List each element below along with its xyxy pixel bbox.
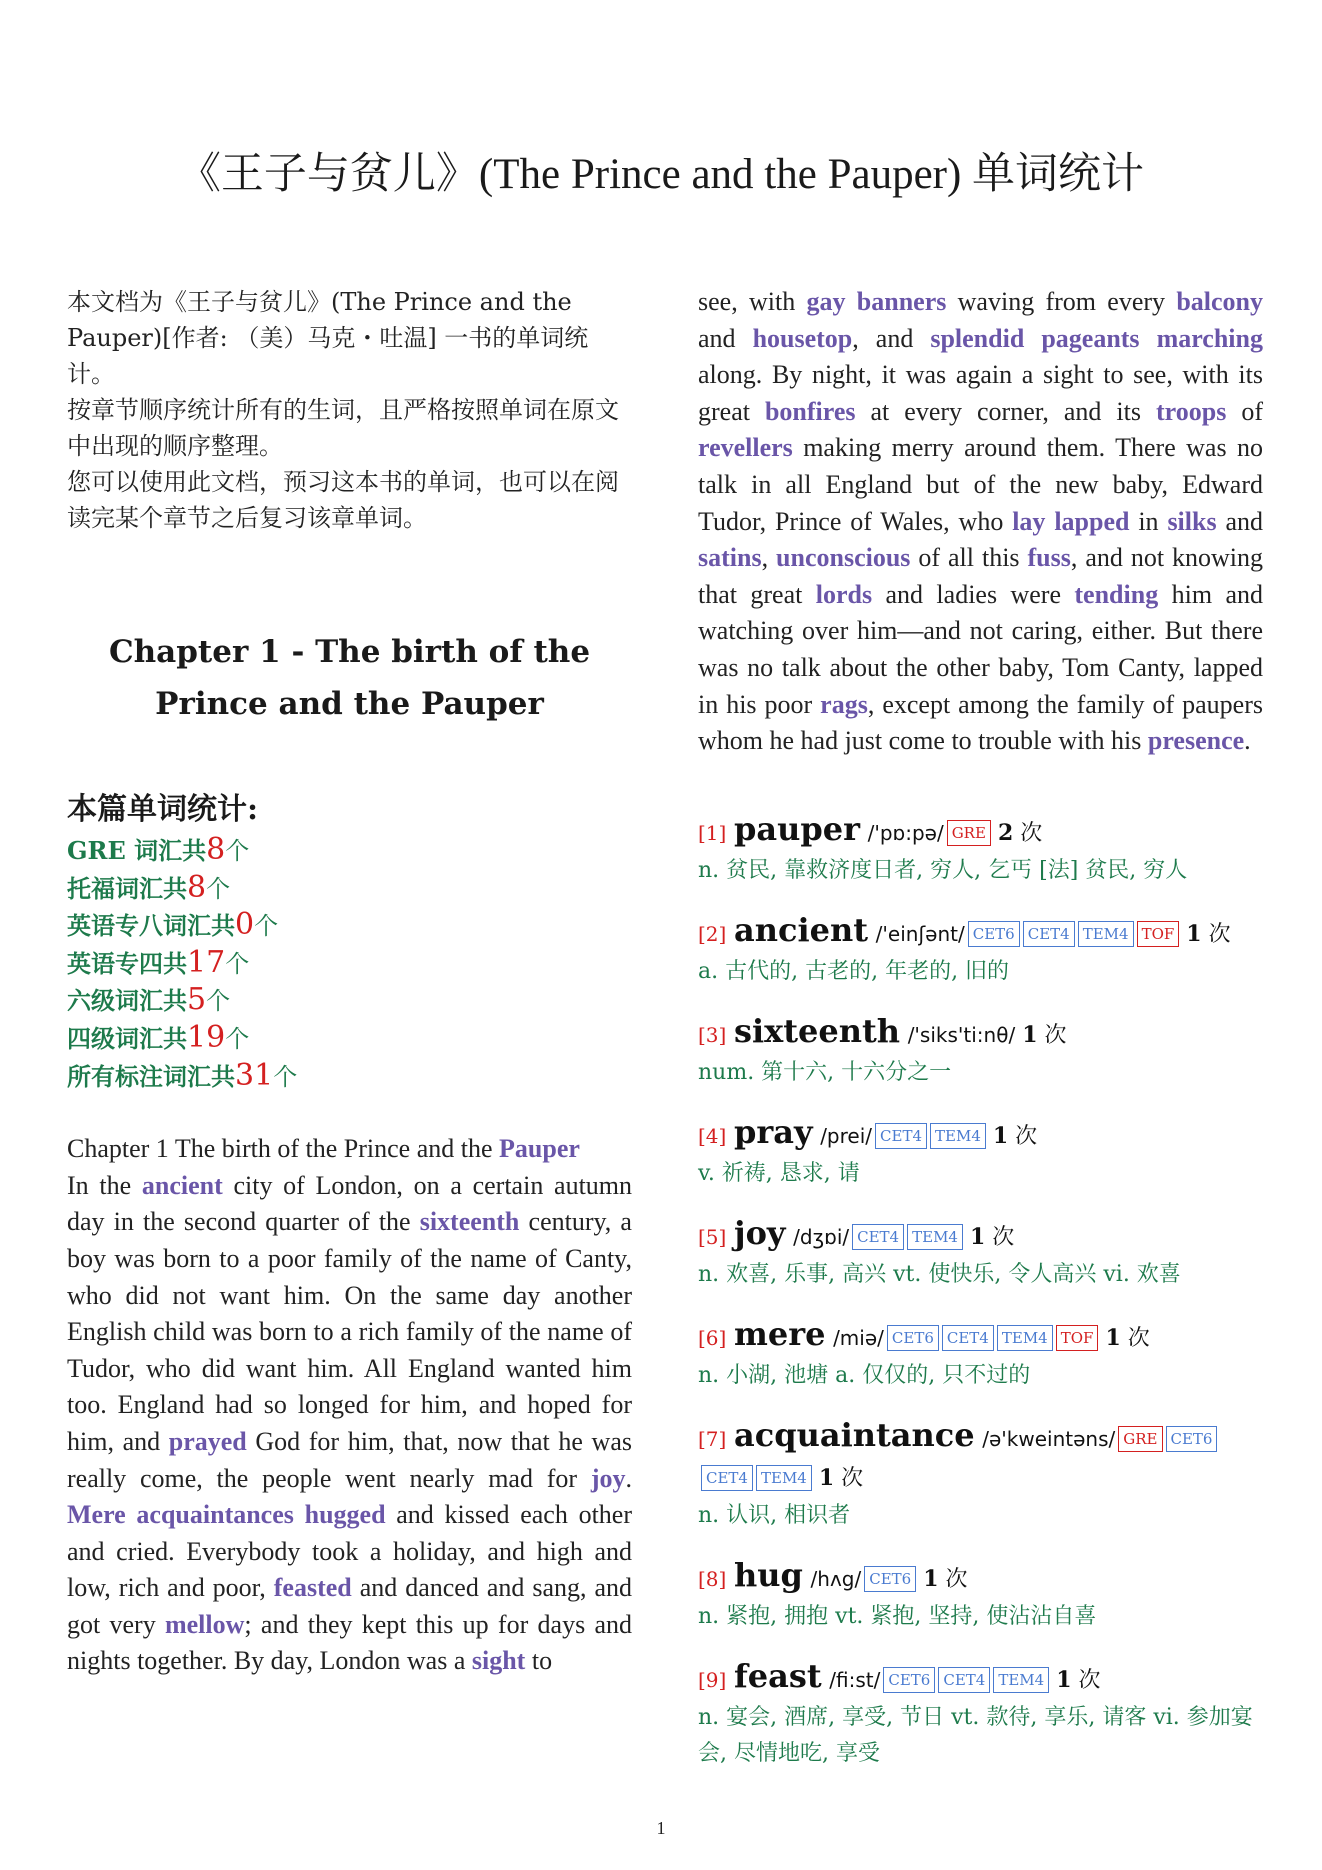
entry-definition: v. 祈祷, 恳求, 请 bbox=[698, 1160, 860, 1186]
entry-count-unit: 次 bbox=[1020, 820, 1043, 846]
vocab-highlight: lapped bbox=[1054, 506, 1130, 536]
exam-tag-badge: CET6 bbox=[968, 921, 1020, 947]
entry-index: [5] bbox=[698, 1224, 727, 1249]
stat-row bbox=[67, 1020, 632, 1058]
entry-header bbox=[698, 1113, 1263, 1156]
vocabulary-list bbox=[698, 810, 1263, 1772]
vocab-highlight: satins bbox=[698, 543, 762, 573]
entry-count-unit: 次 bbox=[1044, 1022, 1067, 1048]
exam-tag-badge: TOF bbox=[1137, 921, 1180, 947]
exam-tag-badge: GRE bbox=[1118, 1426, 1162, 1452]
vocab-highlight: rags bbox=[820, 689, 868, 719]
exam-tag-badge: TEM4 bbox=[756, 1465, 812, 1491]
entry-word: joy bbox=[733, 1213, 786, 1252]
entry-word: mere bbox=[733, 1314, 826, 1353]
exam-tag-badge: CET4 bbox=[938, 1667, 990, 1693]
chapter-heading: Chapter 1 - The birth of the Prince and the Pauper bbox=[108, 634, 591, 722]
exam-tag-badge: CET6 bbox=[887, 1325, 939, 1351]
entry-phonetic: /'einʃənt/ bbox=[875, 921, 965, 946]
stat-row bbox=[67, 870, 632, 908]
entry-count-unit: 次 bbox=[1208, 921, 1231, 947]
exam-tag-badge: CET4 bbox=[852, 1224, 904, 1250]
vocab-highlight: Mere bbox=[67, 1500, 126, 1530]
vocab-entry bbox=[698, 1315, 1263, 1394]
entry-count-unit: 次 bbox=[841, 1465, 864, 1491]
vocab-highlight: pageants bbox=[1041, 323, 1140, 353]
vocab-entry bbox=[698, 1556, 1263, 1635]
entry-word: feast bbox=[733, 1656, 822, 1695]
stat-label: GRE 词汇共 bbox=[67, 836, 207, 865]
entry-count-number: 1 bbox=[969, 1223, 986, 1250]
stat-count: 0 bbox=[235, 907, 255, 943]
entry-header bbox=[698, 1315, 1263, 1358]
entry-count-number: 1 bbox=[923, 1565, 939, 1592]
stat-unit: 个 bbox=[225, 949, 250, 978]
vocab-entry bbox=[698, 1416, 1263, 1534]
entry-count bbox=[1179, 922, 1230, 947]
entry-phonetic: /miə/ bbox=[833, 1325, 884, 1350]
entry-index: [8] bbox=[698, 1566, 727, 1591]
intro-paragraph: 按章节顺序统计所有的生词，且严格按照单词在原文中出现的顺序整理。 bbox=[67, 396, 619, 460]
vocab-entry bbox=[698, 1657, 1263, 1772]
exam-tag-badge: TEM4 bbox=[1078, 921, 1134, 947]
entry-index: [4] bbox=[698, 1123, 727, 1148]
vocab-highlight: unconscious bbox=[776, 543, 911, 573]
stat-label: 英语专四共 bbox=[67, 948, 187, 978]
entry-definition: n. 宴会, 酒席, 享受, 节日 vt. 款待, 享乐, 请客 vi. 参加宴会, 尽情地吃, 享受 bbox=[698, 1704, 1253, 1766]
entry-word: pauper bbox=[733, 809, 860, 848]
stat-count: 5 bbox=[187, 982, 207, 1018]
vocab-highlight: ancient bbox=[141, 1170, 223, 1200]
exam-tag-badge: CET4 bbox=[701, 1465, 753, 1491]
passage-text-left: Chapter 1 The birth of the Prince and the Pauper In the ancient city of London, on a certain autumn day in the second quarter of the sixteenth century, a boy was born to a poor family of the name of Canty, who did not want him. On the same day another English child was born to a rich family of the name of Tudor, who did want him. All England wanted him too. England had so longed for him, and hoped for him, and prayed God for him, that, now that he was really come, the people went nearly mad for joy. Mere acquaintances hugged and kissed each other and cried. Everybody took a holiday, and high and low, rich and poor, feasted and danced and sang, and got very mellow; and they kept this up for days and nights together. By day, London was a sight to bbox=[67, 1134, 633, 1676]
stat-row bbox=[67, 1058, 632, 1096]
entry-phonetic: /dʒɒi/ bbox=[793, 1224, 850, 1249]
entry-header bbox=[698, 810, 1263, 853]
vocab-entry bbox=[698, 1012, 1263, 1091]
entry-header bbox=[698, 1416, 1263, 1498]
entry-index: [3] bbox=[698, 1022, 727, 1047]
entry-count-number: 1 bbox=[992, 1122, 1009, 1149]
exam-tag-badge: CET6 bbox=[883, 1667, 935, 1693]
entry-header bbox=[698, 911, 1263, 954]
entry-count-unit: 次 bbox=[1015, 1123, 1038, 1149]
page-number: 1 bbox=[656, 1818, 666, 1838]
exam-tag-badge: CET6 bbox=[1166, 1426, 1218, 1452]
passage-text-right: see, with gay banners waving from every balcony and housetop, and splendid pageants marching along. By night, it was again a sight to see, with its great bonfires at every corner, and its troops of revellers making merry around them. There was no talk in all England but of the new baby, Edward Tudor, Prince of Wales, who lay lapped in silks and satins, unconscious of all this fuss, and not knowing that great lords and ladies were tending him and watching over him—and not caring, either. But there was no talk about the other baby, Tom Canty, lapped in his poor rags, except among the family of paupers whom he had just come to trouble with his presence. bbox=[698, 287, 1264, 756]
entry-definition: n. 小湖, 池塘 a. 仅仅的, 只不过的 bbox=[698, 1362, 1031, 1388]
entry-index: [9] bbox=[698, 1667, 727, 1692]
vocab-highlight: joy bbox=[590, 1463, 626, 1493]
vocab-highlight: marching bbox=[1156, 323, 1263, 353]
entry-count-number: 1 bbox=[1022, 1021, 1038, 1048]
vocab-highlight: revellers bbox=[698, 433, 793, 463]
vocab-highlight: bonfires bbox=[764, 396, 856, 426]
entry-header bbox=[698, 1657, 1263, 1700]
page-title: 《王子与贫儿》(The Prince and the Pauper) 单词统计 bbox=[177, 151, 1145, 198]
stat-label: 英语专八词汇共 bbox=[67, 911, 235, 941]
entry-index: [7] bbox=[698, 1426, 727, 1451]
vocab-highlight: housetop bbox=[752, 323, 853, 353]
exam-tag-badge: CET6 bbox=[864, 1566, 916, 1592]
entry-count-number: 1 bbox=[818, 1464, 835, 1491]
entry-phonetic: /prei/ bbox=[820, 1123, 873, 1148]
vocab-highlight: balcony bbox=[1176, 287, 1264, 316]
entry-definition: n. 紧抱, 拥抱 vt. 紧抱, 坚持, 使沾沾自喜 bbox=[698, 1603, 1097, 1629]
right-column bbox=[698, 284, 1263, 1794]
entry-header bbox=[698, 1556, 1263, 1599]
exam-tag-badge: CET4 bbox=[875, 1123, 927, 1149]
vocab-highlight: fuss bbox=[1027, 543, 1071, 573]
vocab-highlight: tending bbox=[1074, 579, 1159, 609]
entry-count bbox=[1098, 1326, 1149, 1351]
entry-word: acquaintance bbox=[733, 1415, 975, 1454]
intro-paragraph: 本文档为《王子与贫儿》(The Prince and the Pauper)[作者: （美）马克・吐温] 一书的单词统计。 bbox=[67, 288, 589, 388]
entry-count bbox=[916, 1567, 967, 1592]
stat-row bbox=[67, 832, 632, 870]
stat-row bbox=[67, 982, 632, 1020]
exam-tag-badge: TEM4 bbox=[907, 1224, 963, 1250]
exam-tag-badge: TEM4 bbox=[997, 1325, 1053, 1351]
entry-definition: n. 贫民, 靠救济度日者, 穷人, 乞丐 [法] 贫民, 穷人 bbox=[698, 857, 1188, 883]
stat-label: 托福词汇共 bbox=[67, 873, 187, 903]
entry-count-number: 2 bbox=[997, 819, 1014, 846]
entry-count-number: 1 bbox=[1105, 1324, 1121, 1351]
entry-count-number: 1 bbox=[1056, 1666, 1072, 1693]
exam-tag-badge: CET4 bbox=[1023, 921, 1075, 947]
entry-index: [6] bbox=[698, 1325, 727, 1350]
vocab-highlight: hugged bbox=[304, 1500, 386, 1530]
entry-count-unit: 次 bbox=[1078, 1667, 1101, 1693]
entry-definition: num. 第十六, 十六分之一 bbox=[698, 1059, 952, 1085]
stat-row bbox=[67, 945, 632, 983]
entry-word: ancient bbox=[733, 910, 869, 949]
vocab-highlight: Pauper bbox=[499, 1134, 580, 1164]
stat-count: 17 bbox=[187, 944, 226, 980]
exam-tag-badge: TOF bbox=[1056, 1325, 1099, 1351]
entry-phonetic: /'siks'ti:nθ/ bbox=[907, 1022, 1016, 1047]
vocab-highlight: sixteenth bbox=[419, 1207, 520, 1237]
vocab-highlight: silks bbox=[1167, 506, 1217, 536]
vocab-highlight: lords bbox=[815, 579, 873, 609]
stat-unit: 个 bbox=[254, 912, 279, 941]
entry-count bbox=[986, 1124, 1037, 1149]
vocab-highlight: lay bbox=[1012, 506, 1046, 536]
stat-count: 31 bbox=[235, 1057, 274, 1093]
entry-count bbox=[1049, 1668, 1100, 1693]
vocab-entry bbox=[698, 1113, 1263, 1192]
entry-header bbox=[698, 1214, 1263, 1257]
entry-phonetic: /'pɒ:pə/ bbox=[867, 820, 944, 845]
entry-count bbox=[991, 821, 1042, 846]
entry-phonetic: /hʌg/ bbox=[810, 1566, 862, 1591]
entry-definition: n. 欢喜, 乐事, 高兴 vt. 使快乐, 令人高兴 vi. 欢喜 bbox=[698, 1261, 1181, 1287]
entry-count-unit: 次 bbox=[945, 1566, 968, 1592]
stats-list bbox=[67, 832, 632, 1095]
stat-label: 所有标注词汇共 bbox=[67, 1061, 235, 1091]
vocab-highlight: feasted bbox=[273, 1573, 352, 1603]
exam-tag-badge: TEM4 bbox=[993, 1667, 1049, 1693]
vocab-entry bbox=[698, 810, 1263, 889]
entry-count-number: 1 bbox=[1186, 920, 1202, 947]
vocab-entry bbox=[698, 1214, 1263, 1293]
stats-heading: 本篇单词统计: bbox=[67, 792, 259, 827]
stat-count: 8 bbox=[206, 832, 226, 867]
vocab-highlight: presence bbox=[1147, 726, 1245, 756]
stat-unit: 个 bbox=[206, 874, 231, 903]
entry-count bbox=[812, 1466, 863, 1491]
vocab-highlight: gay bbox=[806, 287, 846, 316]
stat-unit: 个 bbox=[273, 1062, 298, 1091]
entry-definition: n. 认识, 相识者 bbox=[698, 1502, 851, 1528]
entry-word: sixteenth bbox=[733, 1011, 901, 1050]
stat-label: 四级词汇共 bbox=[67, 1023, 187, 1053]
vocab-highlight: banners bbox=[856, 287, 947, 316]
entry-index: [2] bbox=[698, 921, 727, 946]
entry-header bbox=[698, 1012, 1263, 1055]
exam-tag-badge: GRE bbox=[947, 820, 991, 846]
entry-count-unit: 次 bbox=[992, 1224, 1015, 1250]
stat-row bbox=[67, 907, 632, 945]
entry-count-unit: 次 bbox=[1127, 1325, 1150, 1351]
vocab-highlight: mellow bbox=[164, 1609, 245, 1639]
left-column bbox=[67, 284, 632, 1680]
vocab-highlight: splendid bbox=[930, 323, 1025, 353]
entry-definition: a. 古代的, 古老的, 年老的, 旧的 bbox=[698, 958, 1010, 984]
stat-count: 19 bbox=[187, 1019, 226, 1055]
stat-unit: 个 bbox=[225, 1024, 250, 1053]
vocab-highlight: sight bbox=[471, 1646, 526, 1676]
vocab-highlight: troops bbox=[1156, 396, 1227, 426]
exam-tag-badge: TEM4 bbox=[930, 1123, 986, 1149]
entry-index: [1] bbox=[698, 820, 727, 845]
stat-unit: 个 bbox=[206, 987, 231, 1016]
stat-unit: 个 bbox=[225, 837, 250, 865]
entry-phonetic: /fi:st/ bbox=[829, 1667, 881, 1692]
entry-phonetic: /ə'kweintəns/ bbox=[982, 1426, 1116, 1451]
entry-count bbox=[963, 1225, 1014, 1250]
stat-label: 六级词汇共 bbox=[67, 986, 187, 1016]
stat-count: 8 bbox=[187, 869, 207, 905]
intro bbox=[67, 284, 632, 536]
vocab-highlight: prayed bbox=[168, 1426, 247, 1456]
entry-word: pray bbox=[733, 1112, 813, 1151]
vocab-highlight: acquaintances bbox=[136, 1500, 294, 1530]
entry-count bbox=[1015, 1023, 1066, 1048]
intro-paragraph: 您可以使用此文档，预习这本书的单词，也可以在阅读完某个章节之后复习该章单词。 bbox=[67, 468, 619, 532]
exam-tag-badge: CET4 bbox=[942, 1325, 994, 1351]
vocab-entry bbox=[698, 911, 1263, 990]
entry-word: hug bbox=[733, 1555, 803, 1594]
